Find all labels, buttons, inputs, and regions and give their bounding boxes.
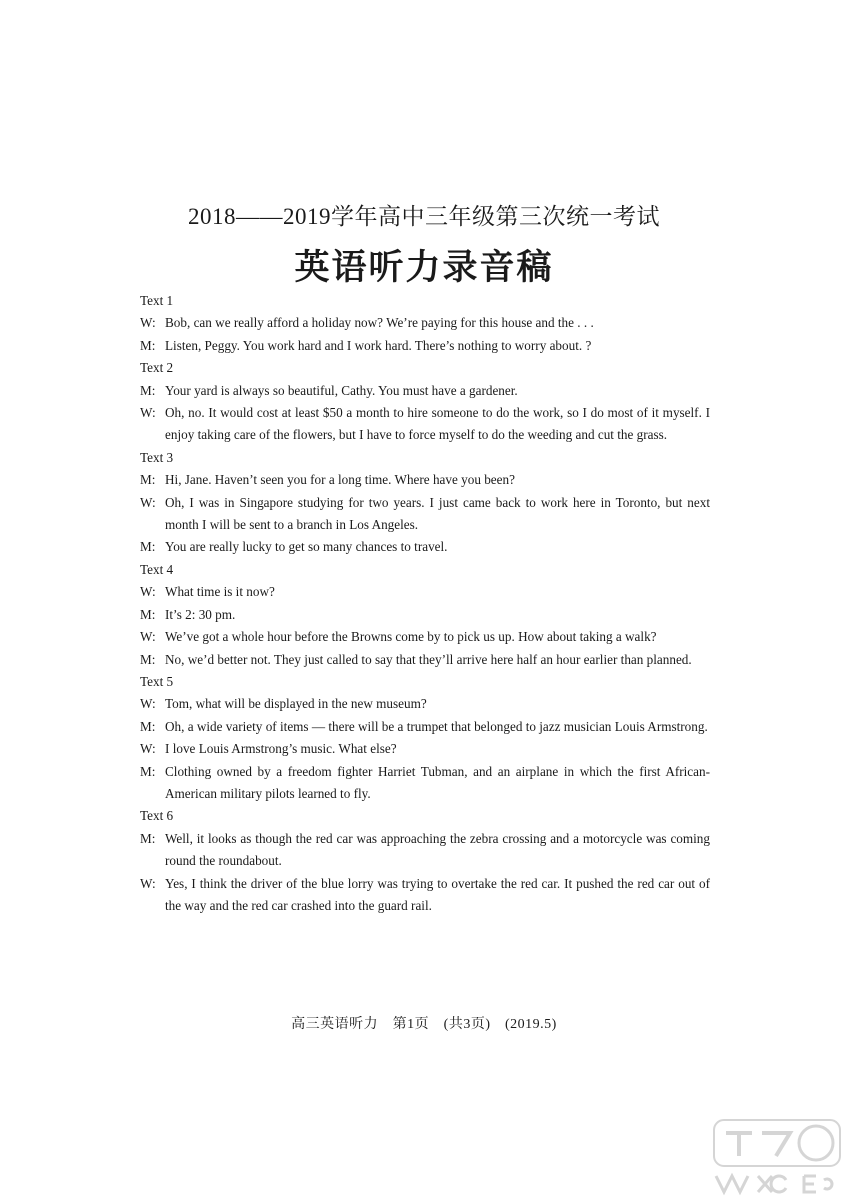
speaker-label: W: — [140, 696, 156, 712]
dialogue-line — [140, 536, 710, 558]
dialogue-line — [140, 335, 710, 357]
section-heading: Text 3 — [140, 449, 174, 465]
speaker-label: M: — [140, 337, 156, 353]
dialogue-line — [140, 604, 710, 626]
dialogue-text: Well, it looks as though the red car was approaching the zebra crossing and a motorcycle was coming round the roundabout. — [165, 830, 710, 869]
dialogue-line — [140, 761, 710, 806]
speaker-label: M: — [140, 718, 156, 734]
exam-title: 2018——2019学年高中三年级第三次统一考试 — [188, 204, 660, 229]
dialogue-text: Tom, what will be displayed in the new museum? — [165, 696, 427, 712]
speaker-label: M: — [140, 606, 156, 622]
section-heading: Text 6 — [140, 808, 174, 824]
dialogue-line — [140, 693, 710, 715]
dialogue-line — [140, 469, 710, 491]
dialogue-line — [140, 649, 710, 671]
section-heading: Text 2 — [140, 360, 174, 376]
speaker-label: W: — [140, 405, 156, 421]
dialogue-text: Oh, I was in Singapore studying for two years. I just came back to work here in Toronto, but next month I will be sent to a branch in Los Angeles. — [165, 494, 710, 533]
dialogue-line — [140, 626, 710, 648]
speaker-label: W: — [140, 494, 156, 510]
section-heading: Text 4 — [140, 561, 174, 577]
speaker-label: M: — [140, 539, 156, 555]
dialogue-line — [140, 738, 710, 760]
speaker-label: W: — [140, 741, 156, 757]
dialogue-line — [140, 581, 710, 603]
page-footer: 高三英语听力 第1页 (共3页) (2019.5) — [291, 1017, 557, 1032]
dialogue-text: Hi, Jane. Haven’t seen you for a long time. Where have you been? — [165, 472, 515, 488]
dialogue-text: Oh, a wide variety of items — there will be a trumpet that belonged to jazz musician Louis Armstrong. — [165, 718, 708, 734]
speaker-label: W: — [140, 629, 156, 645]
dialogue-text: It’s 2: 30 pm. — [165, 606, 236, 622]
dialogue-line — [140, 828, 710, 873]
dialogue-text: Listen, Peggy. You work hard and I work hard. There’s nothing to worry about. ? — [165, 337, 592, 353]
dialogue-text: Clothing owned by a freedom fighter Harriet Tubman, and an airplane in which the first African-American military pilots learned to fly. — [165, 763, 710, 801]
dialogue-line — [140, 873, 710, 918]
dialogue-text: Oh, no. It would cost at least $50 a month to hire someone to do the work, so I do most of it myself. I enjoy taking care of the flowers, but I have to force myself to do the weeding and cut the grass. — [165, 405, 710, 443]
speaker-label: W: — [140, 315, 156, 331]
dialogue-text: You are really lucky to get so many chances to travel. — [165, 539, 448, 555]
document-title: 英语听力录音稿 — [294, 248, 554, 287]
speaker-label: M: — [140, 763, 156, 779]
dialogue-text: I love Louis Armstrong’s music. What else? — [165, 741, 397, 757]
dialogue-line — [140, 716, 710, 738]
dialogue-line — [140, 380, 710, 402]
speaker-label: W: — [140, 875, 156, 891]
dialogue-text: Bob, can we really afford a holiday now? We’re paying for this house and the . . . — [165, 315, 594, 331]
speaker-label: M: — [140, 830, 156, 846]
speaker-label: M: — [140, 651, 156, 667]
dialogue-text: Yes, I think the driver of the blue lorry was trying to overtake the red car. It pushed the red car out of the way and the red car crashed into the guard rail. — [165, 875, 710, 913]
transcript-body — [140, 290, 710, 917]
watermark-logo-icon — [712, 1118, 842, 1196]
dialogue-line — [140, 492, 710, 537]
speaker-label: M: — [140, 382, 156, 398]
dialogue-text: What time is it now? — [165, 584, 275, 600]
dialogue-line — [140, 402, 710, 447]
dialogue-line — [140, 312, 710, 334]
speaker-label: W: — [140, 584, 156, 600]
section-heading: Text 5 — [140, 673, 174, 689]
dialogue-text: Your yard is always so beautiful, Cathy. You must have a gardener. — [165, 382, 518, 398]
speaker-label: M: — [140, 472, 156, 488]
dialogue-text: We’ve got a whole hour before the Browns come by to pick us up. How about taking a walk? — [165, 629, 657, 645]
section-heading: Text 1 — [140, 293, 174, 308]
dialogue-text: No, we’d better not. They just called to say that they’ll arrive here half an hour earlier than planned. — [165, 651, 692, 667]
